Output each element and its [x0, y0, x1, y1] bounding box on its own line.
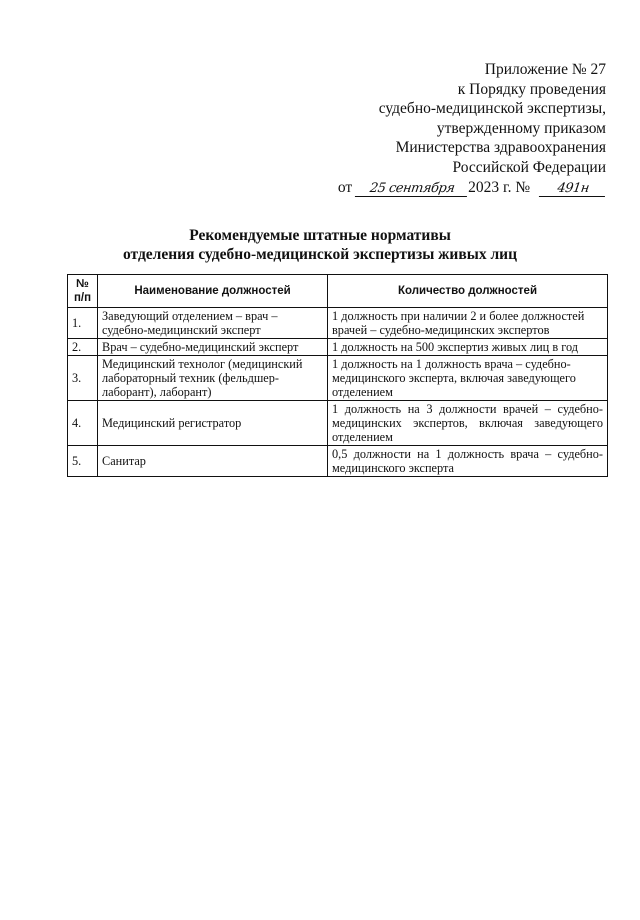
table-row: [68, 401, 608, 446]
row-position: Медицинский технолог (медицинский лабораторный техник (фельдшер-лаборант), лаборант): [98, 356, 328, 401]
row-quantity: 1 должность на 3 должности врачей – судебно-медицинских экспертов, включая заведующего отделением: [328, 401, 608, 446]
row-number: 5.: [68, 446, 98, 477]
appendix-line-3: судебно-медицинской экспертизы,: [378, 100, 606, 118]
document-title: [0, 226, 640, 264]
table-header-row: [68, 275, 608, 308]
handwritten-date: 25 сентября: [355, 181, 469, 197]
table-row: [68, 446, 608, 477]
order-prefix: от: [337, 178, 353, 196]
row-position: Врач – судебно-медицинский эксперт: [98, 339, 328, 356]
appendix-line-4: утвержденному приказом: [436, 119, 606, 137]
appendix-line-5: Министерства здравоохранения: [395, 139, 606, 157]
table-row: [68, 356, 608, 401]
row-number: 1.: [68, 308, 98, 339]
title-line-2: отделения судебно-медицинской экспертизы живых лиц: [122, 246, 518, 263]
row-position: Санитар: [98, 446, 328, 477]
title-line-1: Рекомендуемые штатные нормативы: [189, 227, 451, 244]
header-quantity: Количество должностей: [328, 275, 608, 308]
row-quantity: 1 должность при наличии 2 и более должностей врачей – судебно-медицинских экспертов: [328, 308, 608, 339]
staffing-table: [67, 274, 608, 477]
row-quantity: 1 должность на 1 должность врача – судебно-медицинского эксперта, включая заведующего отделением: [328, 356, 608, 401]
order-date-line: [338, 178, 606, 198]
row-number: 3.: [68, 356, 98, 401]
header-number: № п/п: [68, 275, 98, 308]
order-year: 2023 г. №: [468, 178, 531, 196]
table-row: [68, 339, 608, 356]
appendix-line-1: Приложение № 27: [484, 61, 606, 78]
row-position: Заведующий отделением – врач – судебно-медицинский эксперт: [98, 308, 328, 339]
row-position: Медицинский регистратор: [98, 401, 328, 446]
appendix-header: [338, 60, 606, 197]
table-row: [68, 308, 608, 339]
appendix-line-6: Российской Федерации: [452, 158, 606, 176]
appendix-line-2: к Порядку проведения: [457, 80, 606, 98]
row-number: 4.: [68, 401, 98, 446]
row-number: 2.: [68, 339, 98, 356]
handwritten-order-number: 491н: [539, 181, 607, 197]
row-quantity: 1 должность на 500 экспертиз живых лиц в год: [328, 339, 608, 356]
row-quantity: 0,5 должности на 1 должность врача – судебно-медицинского эксперта: [328, 446, 608, 477]
header-position: Наименование должностей: [98, 275, 328, 308]
